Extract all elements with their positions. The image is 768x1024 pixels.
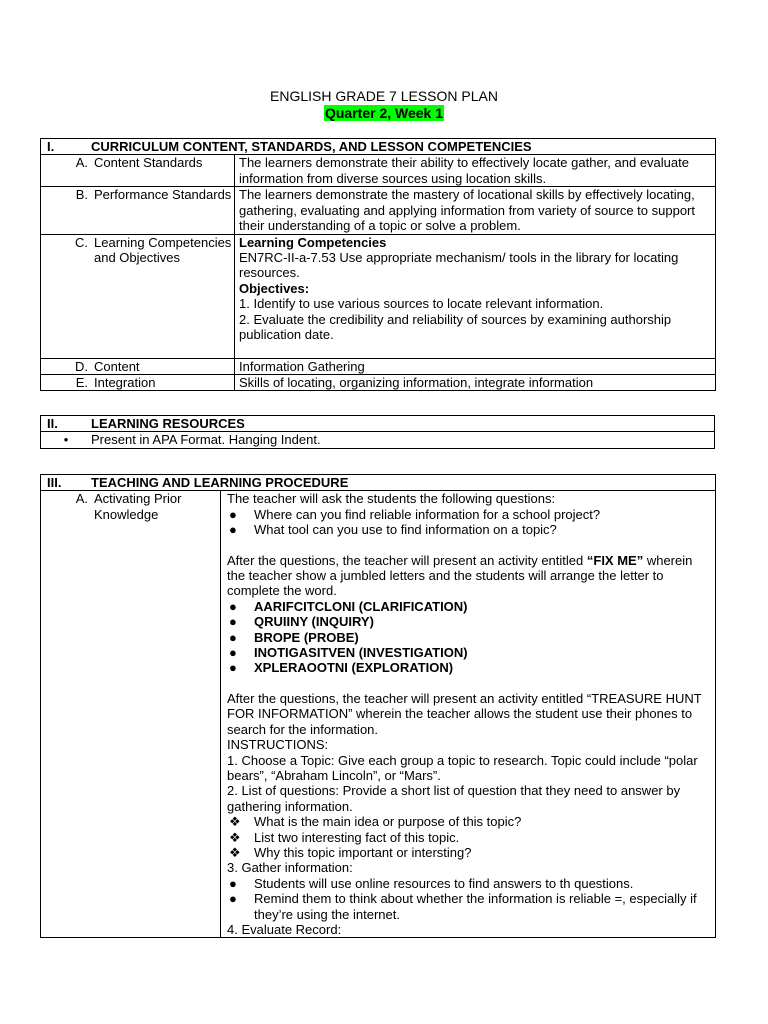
bullet-icon: ● <box>229 522 237 538</box>
table-row <box>41 187 716 234</box>
bullet-icon: • <box>63 432 69 448</box>
table-row <box>41 155 716 187</box>
document-subtitle <box>0 105 768 121</box>
objective-item: 1. Identify to use various sources to locate relevant information. <box>239 296 604 312</box>
row-label: Learning Competencies and Objectives <box>94 234 232 266</box>
row-content: Skills of locating, organizing information, integrate information <box>235 375 716 391</box>
row-letter: A. <box>75 155 88 171</box>
row-letter: B. <box>75 187 88 203</box>
document-title: ENGLISH GRADE 7 LESSON PLAN <box>270 88 498 104</box>
competencies-heading: Learning Competencies <box>239 234 387 250</box>
bullet-icon: ● <box>229 506 237 522</box>
table-row <box>41 491 716 938</box>
bullet-icon: ● <box>229 875 237 891</box>
row-label: Integration <box>94 375 156 391</box>
list-item: ● What tool can you use to find information on a topic? <box>229 522 557 538</box>
objective-item: 2. Evaluate the credibility and reliability of sources by examining authorship publication date. <box>239 311 672 343</box>
step-text: 2. List of questions: Provide a short list of question that they need to answer by gathering information. <box>227 783 681 814</box>
row-content <box>221 491 716 938</box>
section-header <box>41 416 715 432</box>
list-item: ● Remind them to think about whether the information is reliable =, especially if they’re using the internet. <box>229 891 697 922</box>
resources-table <box>40 415 715 449</box>
row-content: Information Gathering <box>235 358 716 374</box>
bullet-icon: ● <box>229 660 237 676</box>
section-number: III. <box>47 475 62 490</box>
question-list <box>227 507 711 538</box>
bullet-icon: ● <box>229 629 237 645</box>
row-label: Activating Prior Knowledge <box>94 491 182 522</box>
list-item: ❖ What is the main idea or purpose of this topic? <box>229 814 522 830</box>
treasure-paragraph: After the questions, the teacher will present an activity entitled “TREASURE HUNT FOR INFORMATION” wherein the teacher allows the student use their phones to search for the information. <box>227 690 702 737</box>
word-list <box>227 599 711 676</box>
table-row <box>41 234 716 358</box>
section-header <box>41 475 716 491</box>
row-letter: D. <box>75 358 88 374</box>
diamond-icon: ❖ <box>229 814 241 830</box>
section-heading: TEACHING AND LEARNING PROCEDURE <box>91 475 349 490</box>
list-item: ❖ Why this topic important or intersting? <box>229 844 472 860</box>
activity-title: “FIX ME” <box>586 552 644 568</box>
section-heading: CURRICULUM CONTENT, STANDARDS, AND LESSON COMPETENCIES <box>91 139 532 154</box>
section-header <box>41 139 716 155</box>
procedure-table <box>40 474 716 938</box>
subtitle-highlight: Quarter 2, Week 1 <box>324 105 444 121</box>
row-label: Content Standards <box>94 155 203 171</box>
question-list <box>227 814 711 860</box>
gather-list <box>227 876 711 922</box>
step-text: 3. Gather information: <box>227 860 353 876</box>
bullet-icon: ● <box>229 891 237 907</box>
list-item: ❖ List two interesting fact of this topic. <box>229 829 460 845</box>
list-item: ● AARIFCITCLONI (CLARIFICATION) <box>229 598 468 614</box>
curriculum-table <box>40 138 716 391</box>
row-letter: C. <box>75 234 88 250</box>
row-letter: A. <box>75 491 88 507</box>
diamond-icon: ❖ <box>229 844 241 860</box>
step-text: 1. Choose a Topic: Give each group a topic to research. Topic could include “polar bears”, “Abraham Lincoln”, or “Mars”. <box>227 752 698 783</box>
list-item: ● Students will use online resources to find answers to th questions. <box>229 875 634 891</box>
objectives-heading: Objectives: <box>239 280 310 296</box>
bullet-icon: ● <box>229 614 237 630</box>
step-text: 4. Evaluate Record: <box>227 921 342 937</box>
table-row <box>41 432 715 448</box>
resource-item: Present in APA Format. Hanging Indent. <box>91 432 321 448</box>
section-number: I. <box>47 139 55 154</box>
instructions-label: INSTRUCTIONS: <box>227 737 329 753</box>
bullet-icon: ● <box>229 645 237 661</box>
table-row <box>41 375 716 391</box>
row-label: Performance Standards <box>94 187 232 203</box>
competencies-text: EN7RC-II-a-7.53 Use appropriate mechanism/ tools in the library for locating resources. <box>239 250 679 281</box>
row-content <box>235 234 716 358</box>
fixme-paragraph: After the questions, the teacher will present an activity entitled “FIX ME” wherein the teacher show a jumbled letters and the students will arrange the letter to complete the word. <box>227 552 693 599</box>
row-content: The learners demonstrate their ability to effectively locate gather, and evaluate information from diverse sources using location skills. <box>235 155 716 187</box>
intro-text: The teacher will ask the students the following questions: <box>227 491 556 507</box>
row-letter: E. <box>75 375 88 391</box>
section-number: II. <box>47 416 58 431</box>
table-row <box>41 358 716 374</box>
list-item: ● XPLERAOOTNI (EXPLORATION) <box>229 660 454 676</box>
list-item: ● QRUIINY (INQUIRY) <box>229 614 374 630</box>
list-item: ● BROPE (PROBE) <box>229 629 359 645</box>
row-label: Content <box>94 358 140 374</box>
diamond-icon: ❖ <box>229 829 241 845</box>
section-heading: LEARNING RESOURCES <box>91 416 245 431</box>
list-item: ● INOTIGASITVEN (INVESTIGATION) <box>229 645 468 661</box>
list-item: ● Where can you find reliable information for a school project? <box>229 506 601 522</box>
bullet-icon: ● <box>229 598 237 614</box>
row-content: The learners demonstrate the mastery of locational skills by effectively locating, gathering, evaluating and applying information from variety of source to support their understanding of a topic or solve a problem. <box>235 187 716 234</box>
